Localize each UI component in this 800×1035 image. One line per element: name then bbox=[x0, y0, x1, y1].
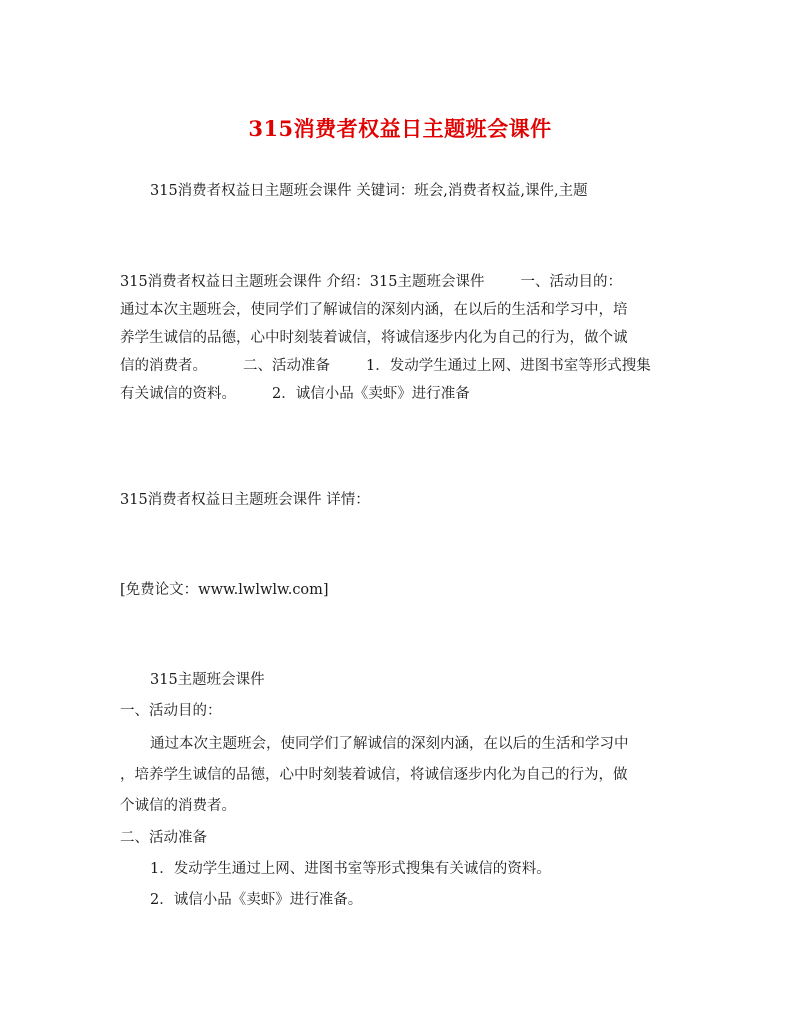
intro-line-5-a: 有关诚信的资料。 bbox=[120, 386, 236, 402]
intro-section bbox=[120, 268, 680, 408]
intro-line-4-c: 1．发动学生通过上网、进图书室等形式搜集 bbox=[366, 358, 651, 374]
intro-line-3: 养学生诚信的品德，心中时刻装着诚信，将诚信逐步内化为自己的行为，做个诚 bbox=[120, 330, 628, 346]
body-heading: 315主题班会课件 bbox=[150, 672, 265, 688]
list-item-1: 1．发动学生通过上网、进图书室等形式搜集有关诚信的资料。 bbox=[150, 861, 551, 877]
intro-line-4-a: 信的消费者。 bbox=[120, 358, 207, 374]
intro-line-4-b: 二、活动准备 bbox=[243, 358, 330, 374]
intro-line-1-b: 一、活动目的： bbox=[520, 274, 622, 290]
intro-line-1-a: 315消费者权益日主题班会课件 介绍：315主题班会课件 bbox=[120, 274, 485, 290]
intro-line-5 bbox=[120, 380, 680, 408]
paragraph-1-line-3: 个诚信的消费者。 bbox=[120, 798, 236, 814]
section-1-heading: 一、活动目的： bbox=[120, 703, 222, 719]
list-item-2: 2．诚信小品《卖虾》进行准备。 bbox=[150, 892, 363, 908]
intro-line-4 bbox=[120, 352, 680, 380]
intro-line-2: 通过本次主题班会，使同学们了解诚信的深刻内涵，在以后的生活和学习中，培 bbox=[120, 302, 628, 318]
keywords-line: 315消费者权益日主题班会课件 关键词：班会,消费者权益,课件,主题 bbox=[150, 183, 588, 199]
free-paper-link[interactable]: [免费论文：www.lwlwlw.com] bbox=[120, 582, 329, 598]
paragraph-1-line-1: 通过本次主题班会，使同学们了解诚信的深刻内涵，在以后的生活和学习中 bbox=[150, 736, 629, 752]
document-title: 315消费者权益日主题班会课件 bbox=[248, 116, 552, 141]
paragraph-1-line-2: ，培养学生诚信的品德，心中时刻装着诚信，将诚信逐步内化为自己的行为，做 bbox=[120, 767, 628, 783]
intro-line-1 bbox=[120, 268, 680, 296]
details-line: 315消费者权益日主题班会课件 详情： bbox=[120, 492, 370, 508]
intro-line-5-b: 2．诚信小品《卖虾》进行准备 bbox=[272, 386, 470, 402]
section-2-heading: 二、活动准备 bbox=[120, 830, 207, 846]
